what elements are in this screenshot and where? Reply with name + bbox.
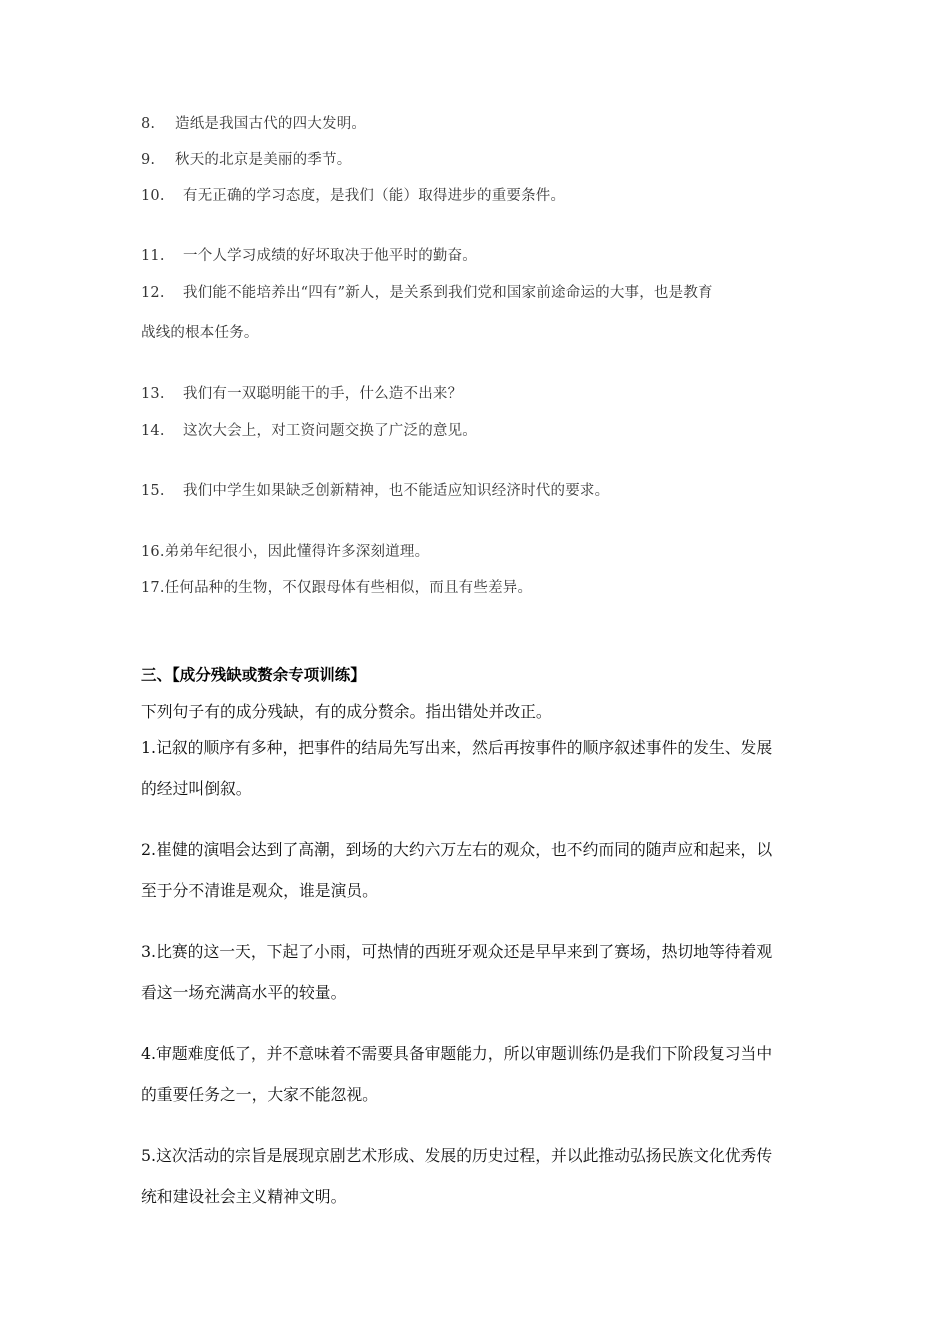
item-number: 11.	[141, 248, 165, 264]
item-text: 我们能不能培养出“四有”新人，是关系到我们党和国家前途命运的大事，也是教育	[183, 285, 713, 301]
item-number: 13.	[141, 386, 165, 402]
item-number: 10.	[141, 188, 165, 204]
item-text: 这次大会上，对工资问题交换了广泛的意见。	[183, 423, 477, 439]
exercise-1-line2: 的经过叫倒叙。	[141, 779, 252, 798]
list-item-12	[141, 283, 713, 303]
item-text: 弟弟年纪很小，因此懂得许多深刻道理。	[164, 544, 430, 560]
item-number: 12.	[141, 285, 165, 301]
list-item-13	[141, 384, 462, 404]
item-number: 16.	[141, 544, 165, 560]
list-item-11	[141, 246, 477, 266]
list-item-8	[141, 114, 366, 134]
item-text: 造纸是我国古代的四大发明。	[175, 116, 367, 132]
item-text: 任何品种的生物，不仅跟母体有些相似，而且有些差异。	[164, 580, 533, 596]
item-text: 有无正确的学习态度，是我们（能）取得进步的重要条件。	[183, 188, 566, 204]
item-number: 14.	[141, 423, 165, 439]
item-number: 15.	[141, 483, 165, 499]
exercise-4-line1: 4.审题难度低了，并不意味着不需要具备审题能力，所以审题训练仍是我们下阶段复习当中	[141, 1044, 773, 1063]
section-heading: 三、【成分残缺或赘余专项训练】	[141, 666, 366, 684]
exercise-5-line2: 统和建设社会主义精神文明。	[141, 1187, 347, 1206]
exercise-1-line1: 1.记叙的顺序有多种，把事件的结局先写出来，然后再按事件的顺序叙述事件的发生、发展	[141, 738, 773, 757]
item-text: 我们有一双聪明能干的手，什么造不出来？	[183, 386, 463, 402]
item-text: 一个人学习成绩的好坏取决于他平时的勤奋。	[183, 248, 477, 264]
list-item-16	[141, 542, 429, 562]
exercise-2-line1: 2.崔健的演唱会达到了高潮，到场的大约六万左右的观众，也不约而同的随声应和起来，以	[141, 840, 773, 859]
item-text-continued: 战线的根本任务。	[141, 325, 259, 341]
item-text: 秋天的北京是美丽的季节。	[175, 152, 352, 168]
item-number: 9.	[141, 152, 156, 168]
exercise-4-line2: 的重要任务之一，大家不能忽视。	[141, 1085, 378, 1104]
list-item-17	[141, 578, 532, 598]
item-number: 17.	[141, 580, 165, 596]
exercise-2-line2: 至于分不清谁是观众，谁是演员。	[141, 881, 378, 900]
list-item-15	[141, 481, 609, 501]
item-number: 8.	[141, 116, 156, 132]
list-item-9	[141, 150, 351, 170]
list-item-14	[141, 421, 477, 441]
list-item-12-continued	[141, 323, 259, 343]
exercise-5-line1: 5.这次活动的宗旨是展现京剧艺术形成、发展的历史过程，并以此推动弘扬民族文化优秀传	[141, 1146, 773, 1165]
exercise-3-line2: 看这一场充满高水平的较量。	[141, 983, 347, 1002]
section-instruction: 下列句子有的成分残缺，有的成分赘余。指出错处并改正。	[141, 702, 552, 721]
list-item-10	[141, 186, 565, 206]
exercise-3-line1: 3.比赛的这一天，下起了小雨，可热情的西班牙观众还是早早来到了赛场，热切地等待着观	[141, 942, 773, 961]
item-text: 我们中学生如果缺乏创新精神，也不能适应知识经济时代的要求。	[183, 483, 610, 499]
